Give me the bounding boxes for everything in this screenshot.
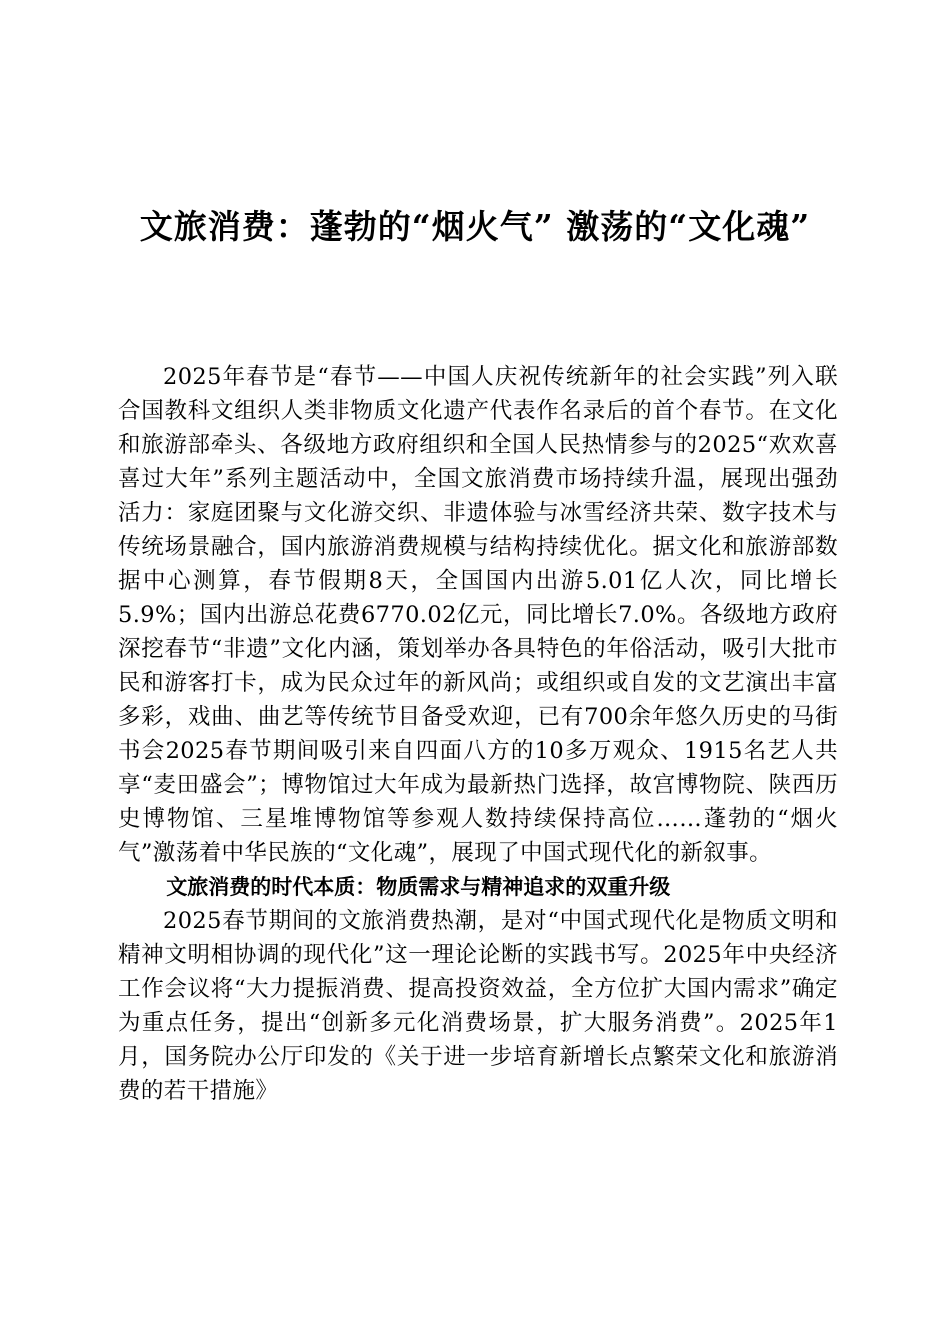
body-paragraph: 2025年春节是“春节——中国人庆祝传统新年的社会实践”列入联合国教科文组织人类非物质文化遗产代表作名录后的首个春节。在文化和旅游部牵头、各级地方政府组织和全国人民热情参与的2025“欢欢喜喜过大年”系列主题活动中，全国文旅消费市场持续升温，展现出强劲活力：家庭团聚与文化游交织、非遗体验与冰雪经济共荣、数字技术与传统场景融合，国内旅游消费规模与结构持续优化。据文化和旅游部数据中心测算，春节假期8天，全国国内出游5.01亿人次，同比增长5.9%；国内出游总花费6770.02亿元，同比增长7.0%。各级地方政府深挖春节“非遗”文化内涵，策划举办各具特色的年俗活动，吸引大批市民和游客打卡，成为民众过年的新风尚；或组织或自发的文艺演出丰富多彩，戏曲、曲艺等传统节目备受欢迎，已有700余年悠久历史的马街书会2025春节期间吸引来自四面八方的10多万观众、1915名艺人共享“麦田盛会”；博物馆过大年成为最新热门选择，故宫博物院、陕西历史博物馆、三星堆博物馆等参观人数持续保持高位……蓬勃的“烟火气”激荡着中华民族的“文化魂”，展现了中国式现代化的新叙事。	[118, 364, 838, 866]
section-heading: 文旅消费的时代本质：物质需求与精神追求的双重升级	[166, 875, 671, 899]
document-title: 文旅消费：蓬勃的“烟火气” 激荡的“文化魂”	[139, 207, 811, 246]
section-paragraph: 2025春节期间的文旅消费热潮，是对“中国式现代化是物质文明和精神文明相协调的现代化”这一理论论断的实践书写。2025年中央经济工作会议将“大力提振消费、提高投资效益，全方位扩大国内需求”确定为重点任务，提出“创新多元化消费场景，扩大服务消费”。2025年1月，国务院办公厅印发的《关于进一步培育新增长点繁荣文化和旅游消费的若干措施》	[118, 908, 838, 1104]
document-body	[118, 360, 838, 1108]
